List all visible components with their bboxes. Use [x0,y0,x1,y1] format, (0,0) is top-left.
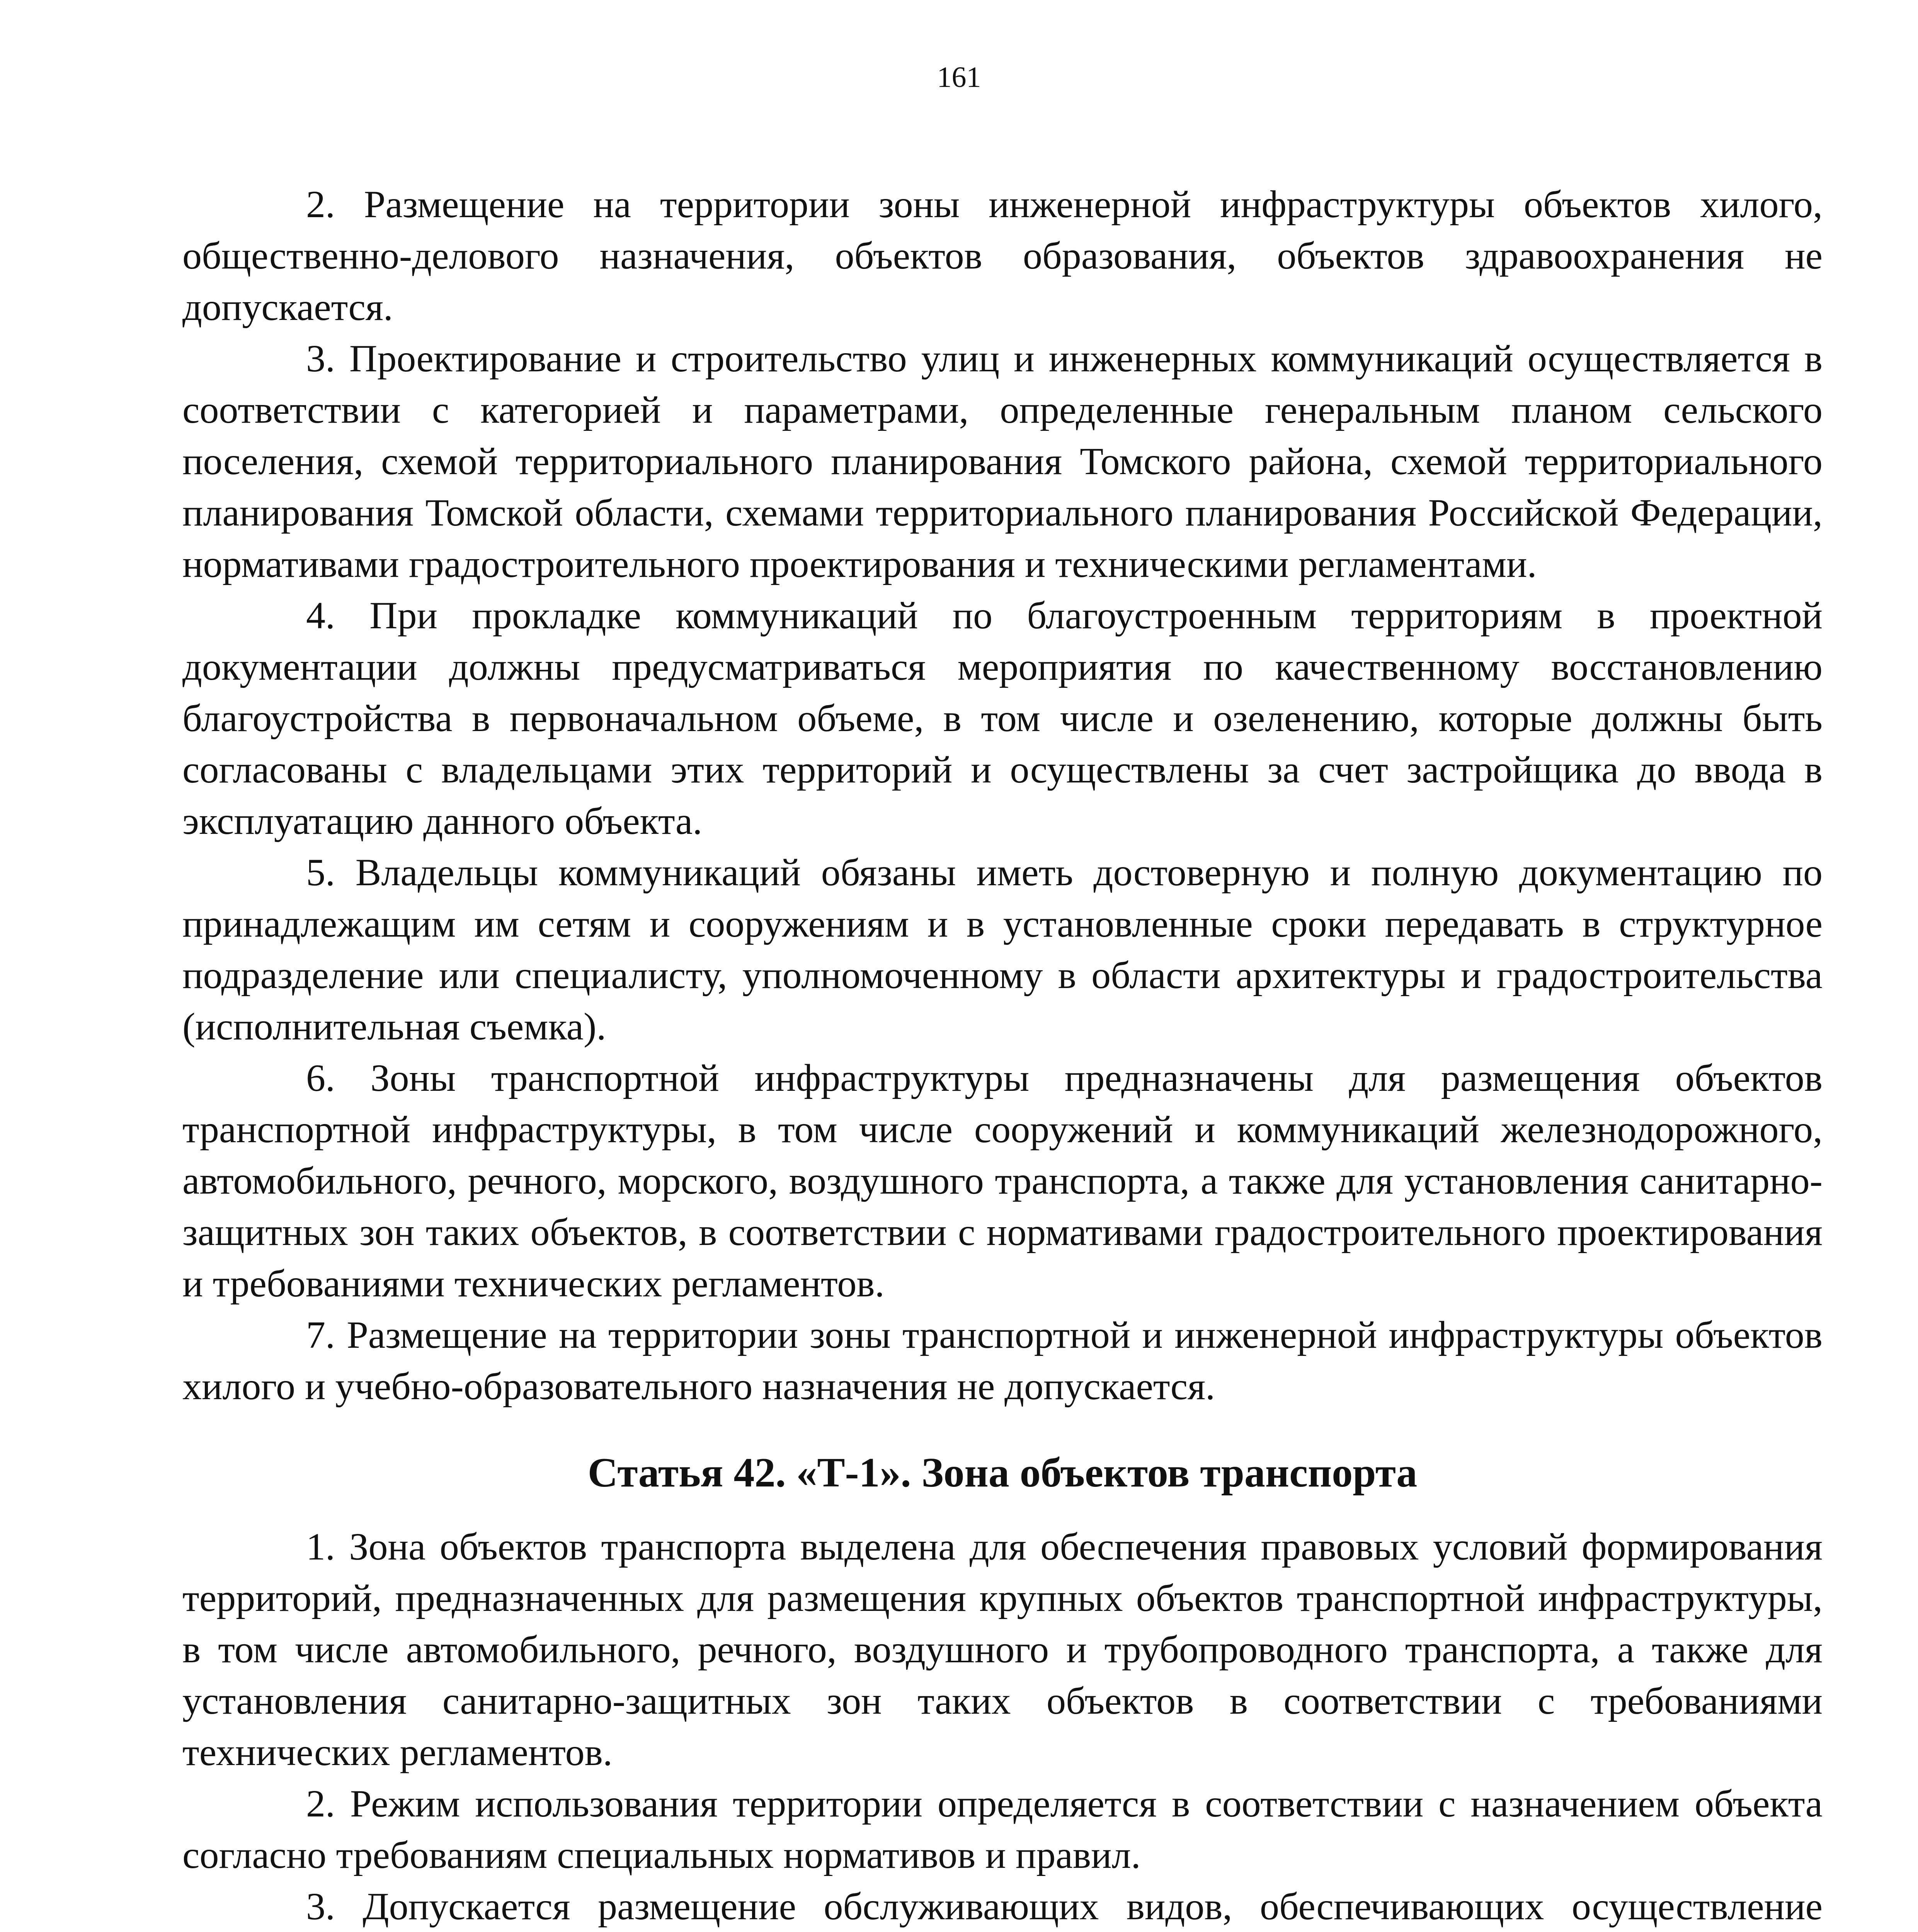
paragraph-6: 6. Зоны транспортной инфраструктуры предназначены для размещения объектов транспортной инфраструктуры, в том числе сооружений и коммуникаций железнодорожного, автомобильного, речного, морского, воздушного транспорта, а также для установления санитарно-защитных зон таких объектов, в соответствии с нормативами градостроительного проектирования и требованиями технических регламентов. [182,1056,1823,1305]
article-paragraph-2: 2. Режим использования территории определяется в соответствии с назначением объекта согласно требованиям специальных нормативов и правил. [182,1782,1823,1876]
article-paragraph-3: 3. Допускается размещение обслуживающих видов, обеспечивающих осуществление [306,1885,1823,1928]
page-number: 161 [937,61,981,94]
paragraph-2: 2. Размещение на территории зоны инженерной инфраструктуры объектов хилого, общественно-делового назначения, объектов образования, объектов здравоохранения не допускается. [182,183,1823,328]
paragraph-3: 3. Проектирование и строительство улиц и инженерных коммуникаций осуществляется в соответствии с категорией и параметрами, определенные генеральным планом сельского поселения, схемой территориального планирования Томского района, схемой территориального планирования Томской области, схемами территориального планирования Российской Федерации, нормативами градостроительного проектирования и техническими регламентами. [182,337,1823,585]
article-heading: Статья 42. «Т-1». Зона объектов транспорта [587,1450,1418,1496]
article-paragraph-1: 1. Зона объектов транспорта выделена для обеспечения правовых условий формирования территорий, предназначенных для размещения крупных объектов транспортной инфраструктуры, в том числе автомобильного, речного, воздушного и трубопроводного транспорта, а также для установления санитарно-защитных зон таких объектов в соответствии с требованиями технических регламентов. [182,1525,1823,1774]
paragraph-7: 7. Размещение на территории зоны транспортной и инженерной инфраструктуры объектов хилого и учебно-образовательного назначения не допускается. [182,1313,1823,1408]
paragraph-4: 4. При прокладке коммуникаций по благоустроенным территориям в проектной документации должны предусматриваться мероприятия по качественному восстановлению благоустройства в первоначальном объеме, в том числе и озеленению, которые должны быть согласованы с владельцами этих территорий и осуществлены за счет застройщика до ввода в эксплуатацию данного объекта. [182,594,1823,842]
body-text [182,179,1823,1932]
paragraph-5: 5. Владельцы коммуникаций обязаны иметь достоверную и полную документацию по принадлежащим им сетям и сооружениям и в установленные сроки передавать в структурное подразделение или специалисту, уполномоченному в области архитектуры и градостроительства (исполнительная съемка). [182,851,1823,1048]
